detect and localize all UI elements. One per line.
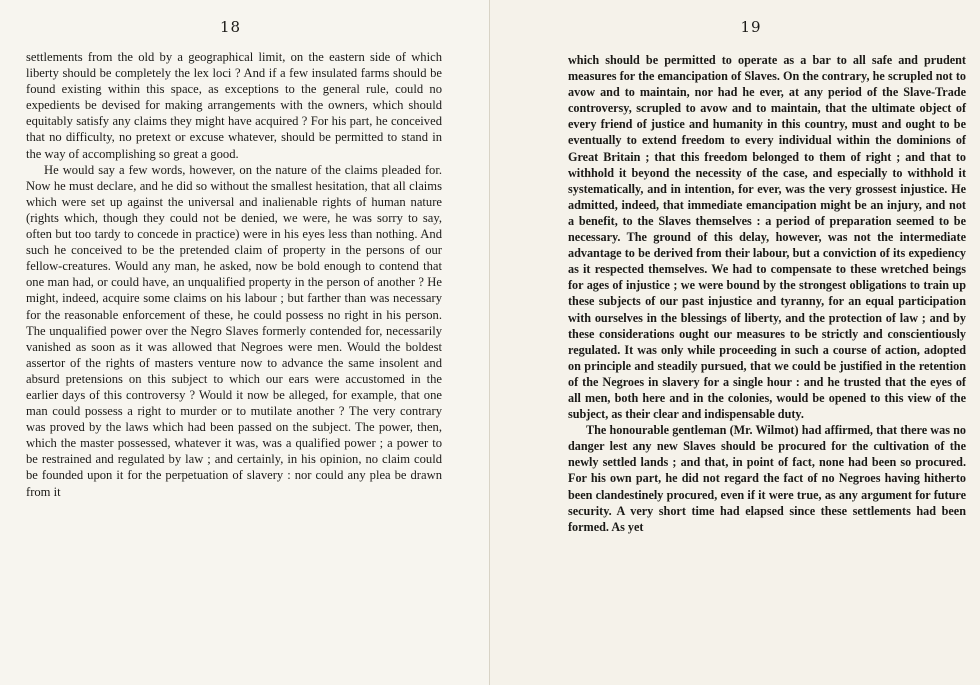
page-number-left: 18 bbox=[219, 18, 242, 36]
left-page-text bbox=[26, 49, 442, 500]
right-page bbox=[490, 0, 980, 685]
left-paragraph-2: He would say a few words, however, on the nature of the claims pleaded for. Now he must declare, and he did so without the smallest hesitation, that all claims which were set up against the universal and inalienable rights of human nature (rights which, though they could not be denied, we were, he was sorry to say, often but too tardy to concede in practice) were in his eyes less than nothing. And such he conceived to be the pretended claim of property in the persons of our fellow-creatures. Would any man, he asked, now be bold enough to contend that one man had, or could have, an unqualified property in the person of another ? He might, indeed, acquire some claims on his labour ; but farther than was necessary for the reasonable enforcement of these, he could possess no right in his person. The unqualified power over the Negro Slaves formerly contended for, necessarily vanished as soon as it was allowed that Negroes were men. Would the boldest assertor of the rights of masters venture now to advance the same insolent and absurd pretensions on this subject to which our ears were accustomed in the earlier days of this controversy ? Would it now be alleged, for example, that one man could possess a right to murder or to mutilate another ? The very contrary was proved by the laws which had been passed on the subject. The power, then, which the master possessed, whatever it was, was a qualified power ; a power to be restrained and regulated by law ; and certainly, in his opinion, no claim could be founded upon it for the perpetuation of slavery : nor could any plea be drawn from it bbox=[26, 162, 442, 499]
right-page-text bbox=[568, 52, 966, 535]
left-paragraph-1: settlements from the old by a geographical limit, on the eastern side of which liberty should be completely the lex loci ? And if a few insulated farms should be found existing within this space, as exceptions to the general rule, could no expedients be devised for making arrangements with the owners, which should equitably satisfy any claims they might have acquired ? For his part, he conceived that no difficulty, no pretext or excuse whatever, should be permitted to stand in the way of accomplishing so great a good. bbox=[26, 50, 442, 161]
right-paragraph-2: The honourable gentleman (Mr. Wilmot) had affirmed, that there was no danger lest any new Slaves should be procured for the cultivation of the newly settled lands ; and that, in point of fact, none had been so procured. For his own part, he did not regard the fact of no Negroes having hitherto been clandestinely procured, even if it were true, as any argument for future security. A very short time had elapsed since these settlements had been formed. As yet bbox=[568, 423, 966, 534]
page-number-right: 19 bbox=[740, 18, 762, 36]
right-paragraph-1: which should be permitted to operate as a bar to all safe and prudent measures for the emancipation of Slaves. On the contrary, he scrupled not to avow and to maintain, nor had he ever, at any period of the Slave-Trade controversy, scrupled to avow and to maintain, that the ultimate object of every friend of justice and humanity in this country, must and ought to be eventually to extend freedom to every individual within the dominions of Great Britain ; that this freedom belonged to them of right ; and that to withhold it beyond the necessity of the case, and especially to withhold it systematically, and in intention, for ever, was the very grossest injustice. He admitted, indeed, that immediate emancipation might be an injury, and not a benefit, to the Slaves themselves : a period of preparation seemed to be necessary. The ground of this delay, however, was not the intermediate advantage to be derived from their labour, but a conviction of its expediency as it respected themselves. We had to compensate to these wretched beings for ages of injustice ; we were bound by the strongest obligations to train up these subjects of our past injustice and tyranny, for an equal participation with ourselves in the blessings of liberty, and the protection of law ; and by these considerations ought our measures to be strictly and conscientiously regulated. It was only while proceeding in such a course of action, adopted on principle and steadily pursued, that we could be justified in the retention of the Negroes in slavery for a single hour : and he trusted that the eyes of all men, both here and in the colonies, would be opened to this view of the subject, as their clear and indispensable duty. bbox=[568, 53, 966, 422]
